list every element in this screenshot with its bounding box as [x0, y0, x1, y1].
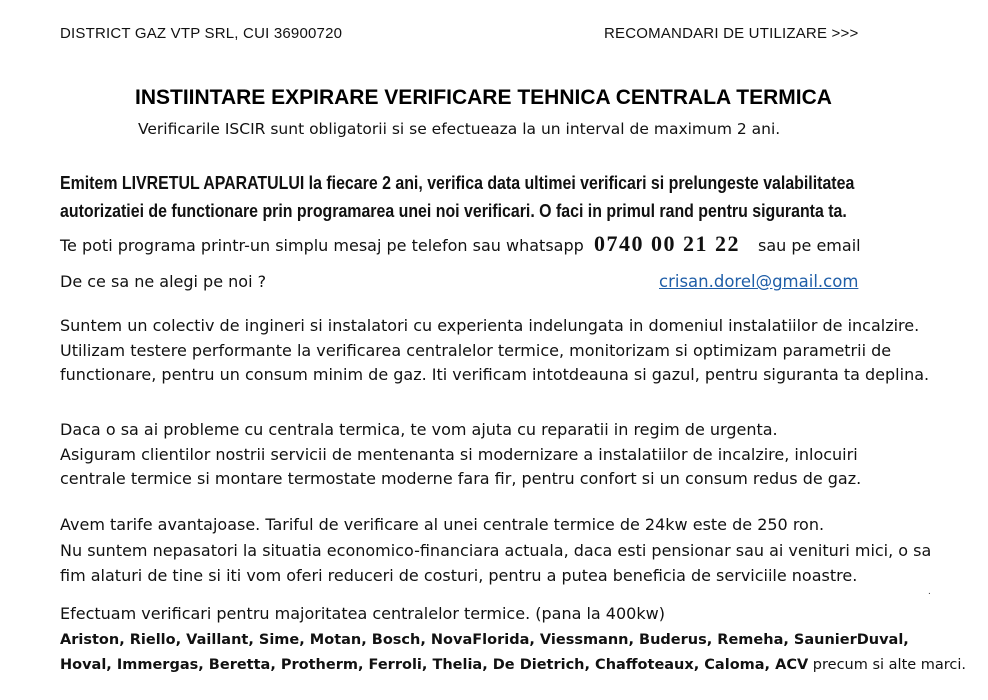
- page-title: INSTIINTARE EXPIRARE VERIFICARE TEHNICA CENTRALA TERMICA: [135, 86, 832, 109]
- livret-line-2: autorizatiei de functionare prin programarea unei noi verificari. O faci in primul rand pentru siguranta ta.: [60, 200, 847, 221]
- stray-dot: .: [928, 586, 931, 597]
- paragraph-line: Nu suntem nepasatori la situatia economico-financiara actuala, daca esti pensionar sau ai venituri mici, o sa: [60, 540, 932, 560]
- paragraph-line: fim alaturi de tine si iti vom oferi reduceri de costuri, pentru a putea beneficia de serviciile noastre.: [60, 566, 858, 585]
- paragraph-services: [60, 418, 861, 492]
- paragraph-line: Utilizam testere performante la verificarea centralelor termice, monitorizam si optimizam parametrii de: [60, 340, 892, 360]
- paragraph-line: Avem tarife avantajoase. Tariful de verificare al unei centrale termice de 24kw este de 250 ron.: [60, 515, 825, 534]
- recommendations-link[interactable]: RECOMANDARI DE UTILIZARE >>>: [604, 25, 859, 42]
- brands-intro: Efectuam verificari pentru majoritatea centralelor termice. (pana la 400kw): [60, 604, 665, 623]
- paragraph-pricing: [60, 512, 931, 589]
- brands-suffix: precum si alte marci.: [808, 657, 967, 673]
- email-link[interactable]: crisan.dorel@gmail.com: [659, 272, 859, 291]
- brands-list: Hoval, Immergas, Beretta, Protherm, Ferroli, Thelia, De Dietrich, Chaffoteaux, Caloma, ACV: [60, 657, 809, 673]
- brands-line-1: Ariston, Riello, Vaillant, Sime, Motan, Bosch, NovaFlorida, Viessmann, Buderus, Remeha, SaunierDuval,: [60, 632, 909, 648]
- paragraph-line: functionare, pentru un consum minim de gaz. Iti verificam intotdeauna si gazul, pentru siguranta ta deplina.: [60, 365, 930, 384]
- why-choose-us: De ce sa ne alegi pe noi ?: [60, 272, 267, 291]
- phone-number[interactable]: 0740 00 21 22: [594, 231, 740, 256]
- company-header: DISTRICT GAZ VTP SRL, CUI 36900720: [60, 25, 343, 42]
- paragraph-line: Suntem un colectiv de ingineri si instalatori cu experienta indelungata in domeniul instalatiilor de incalzire.: [60, 316, 920, 335]
- page-subtitle: Verificarile ISCIR sunt obligatorii si se efectueaza la un interval de maximum 2 ani.: [138, 120, 781, 138]
- contact-suffix: sau pe email: [758, 236, 861, 255]
- paragraph-team: [60, 314, 929, 388]
- paragraph-line: centrale termice si montare termostate moderne fara fir, pentru confort si un consum redus de gaz.: [60, 469, 862, 488]
- brands-line-2: [60, 657, 966, 673]
- livret-line-1: Emitem LIVRETUL APARATULUI la fiecare 2 ani, verifica data ultimei verificari si prelungeste valabilitatea: [60, 172, 855, 193]
- paragraph-line: Daca o sa ai probleme cu centrala termica, te vom ajuta cu reparatii in regim de urgenta.: [60, 420, 778, 439]
- paragraph-line: Asiguram clientilor nostrii servicii de mentenanta si modernizare a instalatiilor de incalzire, inlocuiri: [60, 444, 858, 464]
- contact-prefix: Te poti programa printr-un simplu mesaj pe telefon sau whatsapp: [60, 236, 584, 255]
